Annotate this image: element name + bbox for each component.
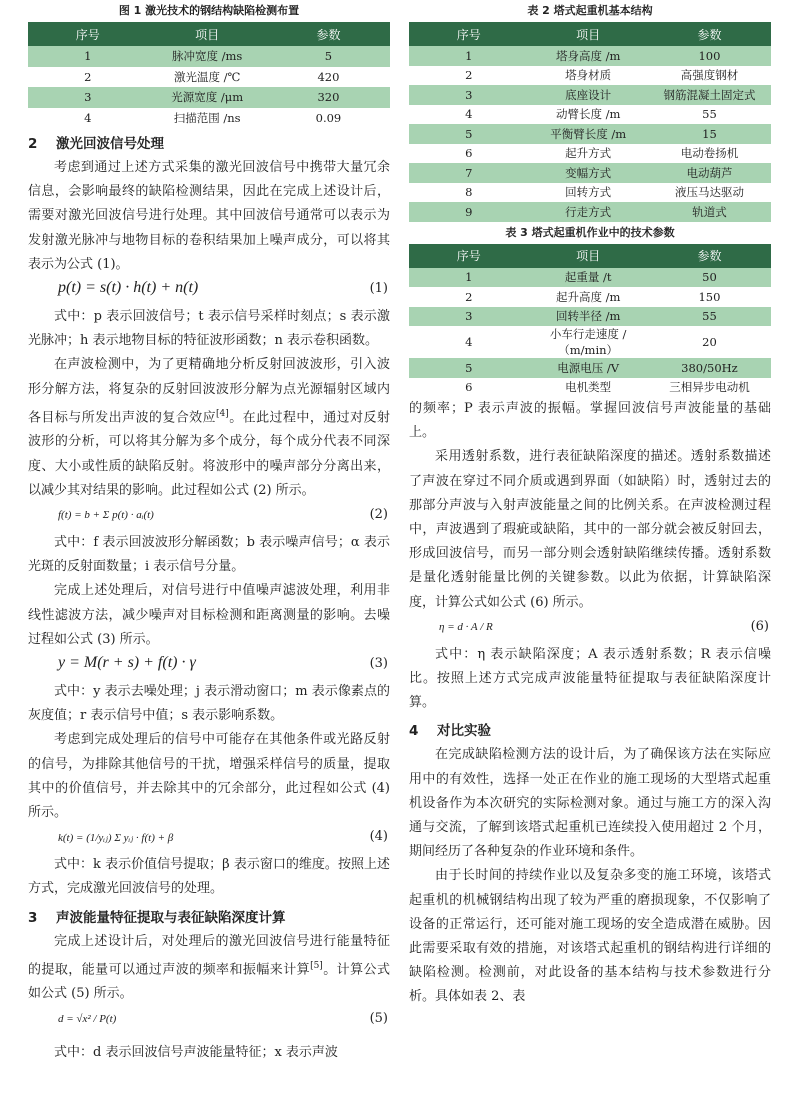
table2-header [409,22,771,46]
table-cell: 4 [84,110,92,125]
paragraph: 式中：d 表示回波信号声波能量特征；x 表示声波 [54,1044,338,1060]
paragraph-text: 在声波检测中，为了更精确地分析反射回波波形，引入波形分解方法，将复杂的反射回波波形分解为点光源辐射区域内各目标与所发出声波的复合效应 [28,357,390,426]
table1-header [28,22,390,46]
equation-expression: p(t) = s(t) · h(t) + n(t) [58,279,199,297]
equation-number: (6) [750,618,769,634]
equation-1 [28,277,390,305]
table-cell: 320 [267,87,390,108]
table-cell: 小车行走速度 /（m/min） [549,327,627,357]
section-title: 激光回波信号处理 [56,136,164,152]
table-cell: 3 [409,85,528,105]
table-row [409,163,771,183]
table-row [28,67,390,88]
table-cell: 150 [698,289,721,304]
table-cell: 3 [409,307,528,327]
table1 [28,22,390,128]
paragraph-text: 完成上述设计后，对处理后的激光回波信号进行能量特征的提取，能量可以通过声波的频率和振幅来计算 [28,933,390,978]
table-row [28,46,390,67]
table-cell: 行走方式 [528,202,647,222]
table-cell: 55 [648,307,771,327]
equation-expression: y = M(r + s) + f(t) · γ [58,653,196,671]
table-cell: 电源电压 /V [528,358,647,378]
table-cell: 三相异步电动机 [669,380,750,395]
table-cell: 起重量 /t [528,268,647,288]
paragraph: 式中：η 表示缺陷深度；A 表示透射系数；R 表示信噪比。按照上述方式完成声波能量特征提取与表征缺陷深度计算。 [409,646,771,711]
equation-4 [28,825,390,853]
table-cell: 电动卷扬机 [680,146,739,161]
table3 [409,244,771,398]
table-cell: 380/50Hz [648,358,771,378]
equation-expression: k(t) = (1/yᵢⱼ) Σ yᵢⱼ · f(t) + β [58,832,174,845]
table-cell: 脉冲宽度 /ms [147,46,266,67]
table-header-cell: 序号 [409,22,528,46]
equation-number: (3) [369,655,388,671]
table-row [409,46,771,66]
table-cell: 1 [409,46,528,66]
equation-3 [28,652,390,680]
equation-2 [28,503,390,531]
table-header-cell: 参数 [267,22,390,46]
table-cell: 电动葫芦 [648,163,771,183]
table2-caption: 表 2 塔式起重机基本结构 [527,4,653,17]
table-header-cell: 参数 [648,244,771,268]
section3-heading [28,906,390,930]
table-cell: 动臂长度 /m [555,107,621,122]
equation-6 [409,615,771,643]
table-cell: 光源宽度 /μm [147,87,266,108]
table-cell: 塔身高度 /m [528,46,647,66]
paragraph: 考虑到通过上述方式采集的激光回波信号中携带大量冗余信息，会影响最终的缺陷检测结果，因此在完成上述设计后，需要对激光回波信号进行处理。其中回波信号通常可以表示为发射激光脉冲与地物目标的卷积结果加上噪声成分，可以将其表示为公式 (1)。 [28,160,390,272]
section-number: 4 [409,723,419,740]
table-row [409,144,771,164]
table-cell: 5 [409,358,528,378]
table-cell: 7 [409,163,528,183]
table-header-cell: 项目 [528,244,647,268]
right-column [409,0,771,1010]
table-cell: 电机类型 [565,380,612,395]
table-row [28,87,390,108]
equation-number: (1) [369,281,388,297]
table-row [409,307,771,327]
equation-number: (5) [369,1010,388,1026]
equation-expression: η = d · A / R [439,620,493,633]
table2 [409,22,771,222]
table-cell: 6 [465,146,473,161]
table-cell: 1 [28,46,147,67]
table-cell: 15 [648,124,771,144]
table-row [409,124,771,144]
table-cell: 20 [702,335,717,349]
table-row [409,268,771,288]
table-cell: 0.09 [315,110,342,125]
table-row [409,287,771,307]
section-title: 对比实验 [437,723,491,740]
table-cell: 4 [465,335,473,349]
paragraph: 的频率；P 表示声波的振幅。掌握回波信号声波能量的基础上。 [409,401,771,441]
table-row [409,378,771,398]
paragraph: 式中：f 表示回波波形分解函数；b 表示噪声信号；α 表示光斑的反射面数量；i 表示信号分量。 [28,534,390,575]
table-cell: 变幅方式 [528,163,647,183]
table-row [409,202,771,222]
table-header-cell: 参数 [648,22,771,46]
paragraph [28,930,390,1007]
citation: [4] [216,408,229,419]
equation-expression: f(t) = b + Σ p(t) · aᵢ(t) [58,508,154,521]
table-header-cell: 项目 [147,22,266,46]
table-cell: 激光温度 /℃ [173,69,241,84]
paragraph: 采用透射系数，进行表征缺陷深度的描述。透射系数描述了声波在穿过不同介质或遇到界面（如缺陷）时，透射过去的那部分声波与入射声波能量之间的比例关系。在声波检测过程中，声波遇到了瑕疵或缺陷，其中的一部分就会被反射回去，形成回波信号，而另一部分则会透射缺陷继续传播。透射系数是量化透射能量比例的关键参数。以此为依据，计算缺陷深度，计算公式如公式 (6) 所示。 [409,449,771,610]
table-cell: 起升高度 /m [555,289,621,304]
equation-5 [28,1007,390,1041]
paragraph-text: 。计算公式如公式 (5) 所示。 [28,962,390,1002]
paragraph: 考虑到完成处理后的信号中可能存在其他条件或光路反射的信号，为排除其他信号的干扰，增强采样信号的质量，提取其中的价值信号，并去除其中的冗余部分，此过程如公式 (4) 所示。 [28,732,390,820]
table-cell: 5 [267,46,390,67]
table-cell: 扫描范围 /ns [173,110,241,125]
section-number: 3 [28,909,38,926]
paragraph: 式中：y 表示去噪处理；j 表示滑动窗口；m 表示像素点的灰度值；r 表示信号中值；s 表示影响系数。 [28,683,390,724]
paragraph: 完成上述处理后，对信号进行中值噪声滤波处理，利用非线性滤波方法，减少噪声对目标检测和距离测量的影响。去噪过程如公式 (3) 所示。 [28,583,390,647]
table-cell: 55 [702,107,717,122]
table-row [409,358,771,378]
table-cell: 塔身材质 [565,68,612,83]
table-cell: 起升方式 [565,146,612,161]
paragraph: 式中：k 表示价值信号提取；β 表示窗口的维度。按照上述方式，完成激光回波信号的处理。 [28,857,390,897]
table-cell: 100 [648,46,771,66]
table-row [409,326,771,358]
table-cell: 4 [465,107,473,122]
table-cell: 液压马达驱动 [674,185,744,200]
equation-number: (4) [369,829,388,845]
table-row [28,108,390,129]
citation: [5] [310,960,323,971]
table-row [409,105,771,125]
table-cell: 2 [84,69,92,84]
table-cell: 回转半径 /m [528,307,647,327]
equation-number: (2) [369,506,388,522]
equation-expression: d = √x² / P(t) [58,1012,117,1025]
table-cell: 底座设计 [528,85,647,105]
table-cell: 高强度钢材 [680,68,739,83]
table-cell: 平衡臂长度 /m [528,124,647,144]
table-row [409,66,771,86]
table-cell: 8 [465,185,473,200]
table3-header [409,244,771,268]
table-header-cell: 序号 [409,244,528,268]
table-row [409,85,771,105]
paragraph [28,353,390,503]
table-cell: 50 [648,268,771,288]
paragraph: 由于长时间的持续作业以及复杂多变的施工环境，该塔式起重机的机械钢结构出现了较为严重的磨损现象，不仅影响了设备的正常运行，还可能对施工现场的安全造成潜在威胁。因此需要采取有效的措施，对该塔式起重机的钢结构进行详细的缺陷检测。检测前，对此设备的基本结构与技术参数进行分析。具体如表 2、表 [409,868,771,1005]
table-cell: 回转方式 [565,185,612,200]
paragraph: 在完成缺陷检测方法的设计后，为了确保该方法在实际应用中的有效性，选择一处正在作业的施工现场的大型塔式起重机设备作为本次研究的实际检测对象。通过与施工方的深入沟通与交流，了解到该塔式起重机已连续投入使用超过 2 个月，期间经历了各种复杂的作业环境和条件。 [409,747,771,860]
section-number: 2 [28,136,38,152]
table1-caption: 图 1 激光技术的钢结构缺陷检测布置 [118,4,300,17]
left-column [28,0,390,1065]
table-cell: 1 [409,268,528,288]
table-cell: 钢筋混凝土固定式 [648,85,771,105]
table-cell: 3 [28,87,147,108]
paragraph: 式中：p 表示回波信号；t 表示信号采样时刻点；s 表示激光脉冲；h 表示地物目标的特征波形函数；n 表示卷积函数。 [28,309,390,349]
table-cell: 420 [317,69,340,84]
table-cell: 9 [409,202,528,222]
table-row [409,183,771,203]
table3-caption: 表 3 塔式起重机作业中的技术参数 [505,225,675,239]
table-cell: 5 [409,124,528,144]
section2-heading [28,132,390,156]
table-cell: 轨道式 [648,202,771,222]
paragraph-text: 。在此过程中，通过对反射波形的分析，可以将其分解为多个成分，每个成分代表不同深度、大小或性质的缺陷反射。将波形中的噪声部分分离出来，以减少其对结果的影响。此过程如公式 (2) 所示。 [28,410,390,498]
table-header-cell: 项目 [528,22,647,46]
section-title: 声波能量特征提取与表征缺陷深度计算 [56,909,286,926]
table-cell: 2 [465,289,473,304]
table-cell: 6 [465,380,473,395]
section4-heading [409,719,771,743]
table-header-cell: 序号 [28,22,147,46]
table-cell: 2 [465,68,473,83]
